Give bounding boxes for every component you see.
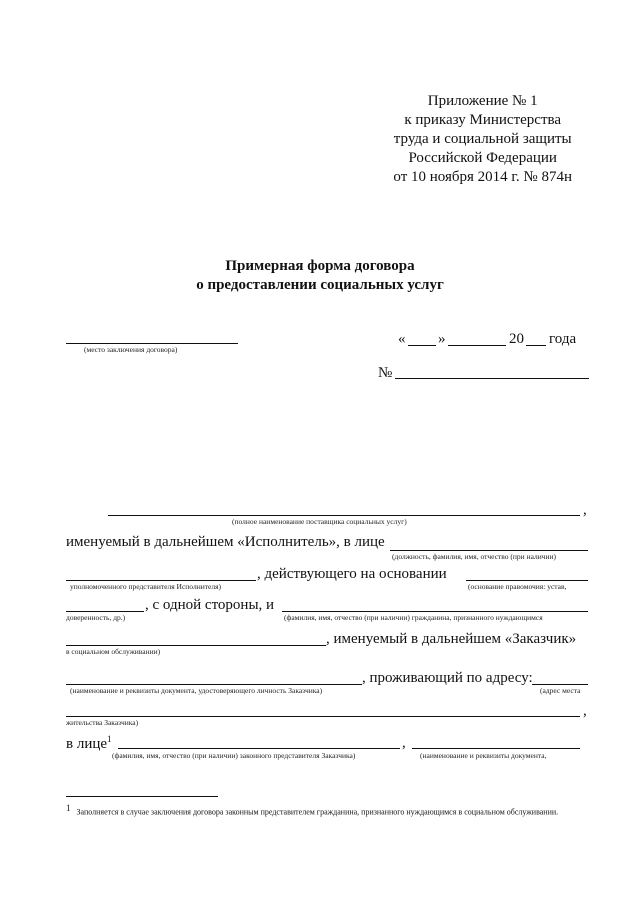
doc-details-field[interactable] (412, 748, 580, 749)
place-caption: (место заключения договора) (84, 345, 178, 354)
citizen-field[interactable] (282, 611, 588, 612)
basis-caption: (основание правомочия: устав, (468, 582, 567, 591)
provider-caption: (полное наименование поставщика социальных услуг) (232, 517, 407, 526)
day-field[interactable] (408, 345, 436, 346)
social-caption: в социальном обслуживании) (66, 647, 161, 656)
annex-header (393, 92, 572, 187)
footnote-rule (66, 796, 218, 797)
in-person-text (66, 734, 112, 753)
power-field[interactable] (66, 611, 144, 612)
annex-line-5: от 10 ноября 2014 г. № 874н (393, 169, 572, 185)
annex-line-4: Российской Федерации (408, 150, 557, 166)
basis-field[interactable] (466, 580, 588, 581)
document-field[interactable] (66, 684, 362, 685)
footnote-text: Заполняется в случае заключения договора законным представителем гражданина, признанного нуждающимся в социальном обслуживании. (76, 807, 559, 817)
footnote-ref: 1 (107, 734, 112, 744)
residence-caption: жительства Заказчика) (66, 718, 139, 727)
document-title (0, 257, 640, 295)
address-caption: (адрес места (540, 686, 581, 695)
document-caption: (наименование и реквизиты документа, удостоверяющего личность Заказчика) (70, 686, 323, 695)
living-text: , проживающий по адресу: (362, 670, 533, 686)
footnote (66, 801, 586, 820)
residence-comma: , (583, 703, 587, 719)
date-open-quote: « (398, 331, 406, 347)
year-field[interactable] (526, 345, 546, 346)
executor-text: именуемый в дальнейшем «Исполнитель», в лице (66, 534, 385, 550)
number-field[interactable] (395, 378, 589, 379)
address-field[interactable] (532, 684, 588, 685)
provider-comma: , (583, 502, 587, 518)
footnote-mark: 1 (66, 803, 71, 813)
representative-field[interactable] (66, 580, 256, 581)
date-close-quote: » (438, 331, 446, 347)
residence-field[interactable] (66, 716, 580, 717)
representative-caption: уполномоченного представителя Исполнителя) (70, 582, 222, 591)
place-field[interactable] (66, 343, 238, 344)
in-person-label: в лице (66, 736, 108, 752)
year-suffix: года (549, 331, 577, 347)
title-line-2: о предоставлении социальных услуг (196, 277, 444, 293)
number-sign: № (378, 365, 393, 381)
position-field[interactable] (390, 550, 588, 551)
acting-text: , действующего на основании (257, 566, 447, 582)
legal-rep-caption: (фамилия, имя, отчество (при наличии) законного представителя Заказчика) (112, 751, 356, 760)
one-side-text: , с одной стороны, и (145, 597, 275, 613)
annex-line-3: труда и социальной защиты (393, 131, 572, 147)
position-caption: (должность, фамилия, имя, отчество (при наличии) (392, 552, 557, 561)
annex-line-1: Приложение № 1 (427, 93, 538, 109)
provider-field[interactable] (108, 515, 580, 516)
citizen-caption: (фамилия, имя, отчество (при наличии) гражданина, признанного нуждающимся (284, 613, 543, 622)
annex-line-2: к приказу Министерства (404, 112, 562, 128)
legal-rep-field[interactable] (118, 748, 400, 749)
year-prefix: 20 (509, 331, 524, 347)
title-line-1: Примерная форма договора (225, 258, 415, 274)
doc-details-caption: (наименование и реквизиты документа, (420, 751, 547, 760)
legal-rep-comma: , (402, 735, 406, 751)
customer-field[interactable] (66, 645, 326, 646)
customer-text: , именуемый в дальнейшем «Заказчик» (326, 631, 577, 647)
month-field[interactable] (448, 345, 506, 346)
power-caption: доверенность, др.) (66, 613, 126, 622)
